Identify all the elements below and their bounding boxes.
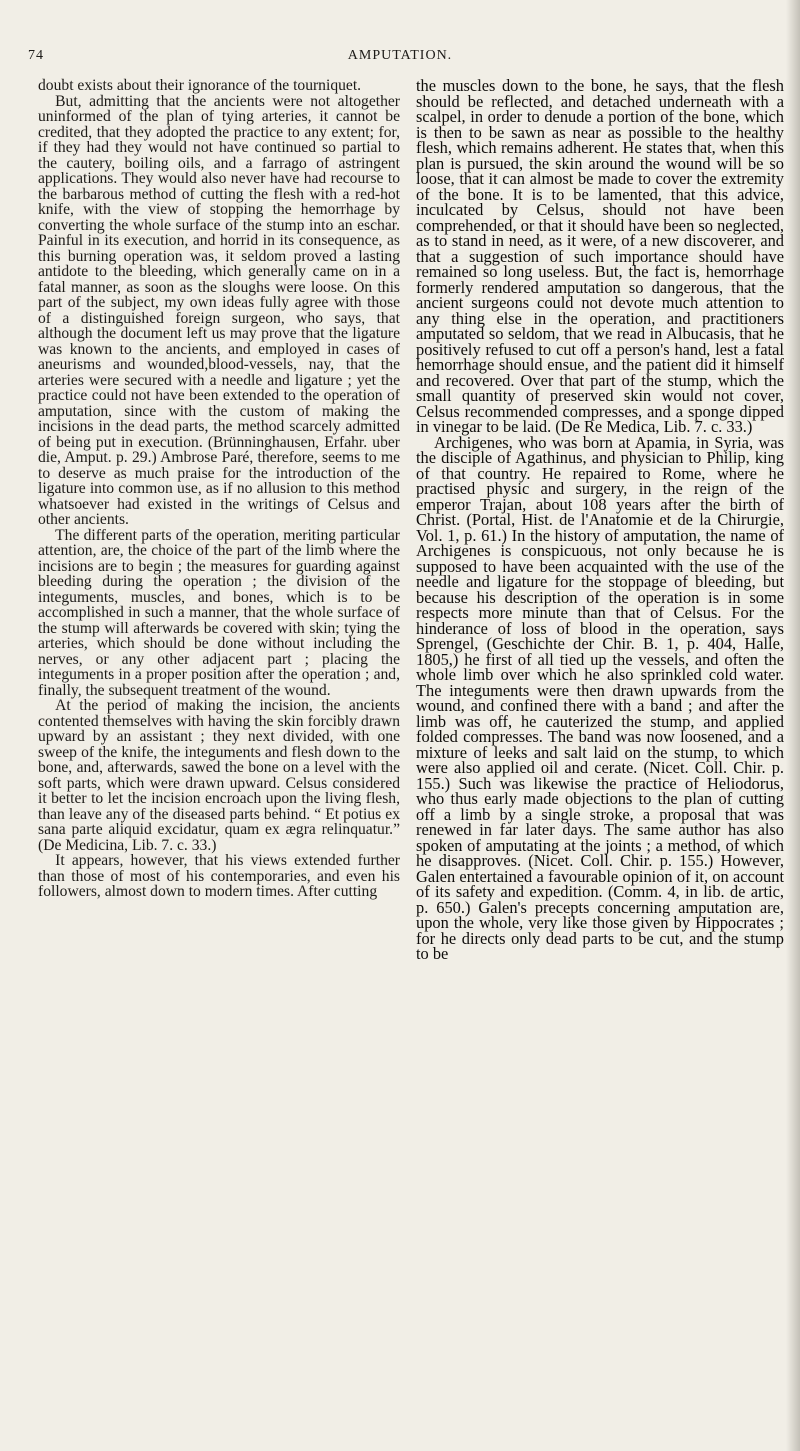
paragraph: It appears, however, that his views extended further than those of most of his contemporaries, and even his followers, almost down to modern times. After cutting [38,852,400,900]
paragraph: But, admitting that the ancients were not altogether uninformed of the plan of tying arteries, it cannot be credited, that they adopted the practice to any extent; for, if they had they would not have continued so partial to the cautery, boiling oils, and a farrago of astringent applications. They would also never have had recourse to the barbarous method of cutting the flesh with a red-hot knife, with the view of stopping the hemorrhage by converting the whole surface of the stump into an eschar. Painful in its execution, and horrid in its consequence, as this burning operation was, it seldom proved a lasting antidote to the bleeding, which generally came on in a fatal manner, as soon as the sloughs were loose. On this part of the subject, my own ideas fully agree with those of a distinguished foreign surgeon, who says, that although the document left us may prove that the ligature was known to the ancients, and employed in cases of aneurisms and wounded,blood-vessels, nay, that the arteries were secured with a needle and ligature ; yet the practice could not have been extended to the operation of amputation, since with the custom of making the incisions in the dead parts, the method scarcely admitted of being put in execution. (Brünninghausen, Erfahr. uber die, Amput. p. 29.) Ambrose Paré, therefore, seems to me to deserve as much praise for the introduction of the ligature into common use, as if no allusion to this method whatsoever had existed in the writings of Celsus and other ancients. [38,92,400,528]
paragraph: doubt exists about their ignorance of the tourniquet. [38,78,362,94]
right-text-column [416,78,784,1428]
paragraph: At the period of making the incision, the ancients contented themselves with having the skin forcibly drawn upward by an assistant ; they next divided, with one sweep of the knife, the integuments and flesh down to the bone, and, afterwards, sawed the bone on a level with the soft parts, which were drawn upward. Celsus considered it better to let the incision encroach upon the living flesh, than leave any of the diseased parts behind. “ Et potius ex sana parte aliquid excidatur, quam ex ægra relinquatur.” (De Medicina, Lib. 7. c. 33.) [38,697,400,854]
page-number: 74 [28,48,44,63]
paragraph: The different parts of the operation, meriting particular attention, are, the choice of the part of the limb where the incisions are to begin ; the measures for guarding against bleeding during the operation ; the division of the integuments, muscles, and bones, which is to be accomplished in such a manner, that the whole surface of the stump will afterwards be covered with skin; tying the arteries, which should be done without including the nerves, or any other adjacent part ; placing the integuments in a proper position after the operation ; and, finally, the subsequent treatment of the wound. [38,526,400,699]
running-head-title: AMPUTATION. [347,48,453,63]
paragraph: the muscles down to the bone, he says, that the flesh should be reflected, and detached underneath with a scalpel, in order to denude a portion of the bone, which is then to be sawn as near as possible to the healthy flesh, which remains adherent. He states that, when this plan is pursued, the skin around the wound will be so loose, that it can almost be made to cover the extremity of the bone. It is to be lamented, that this advice, inculcated by Celsus, should not have been comprehended, or that it should have been so neglected, as to stand in need, as it were, of a new discoverer, and that a suggestion of such importance should have remained so long useless. But, the fact is, hemorrhage formerly rendered amputation so dangerous, that the ancient surgeons could not devote much attention to any thing else in the operation, and practitioners amputated so seldom, that we read in Albucasis, that he positively refused to cut off a person's hand, lest a fatal hemorrhage should ensue, and the patient did it himself and recovered. Over that part of the stump, which the small quantity of preserved skin would not cover, Celsus recommended compresses, and a sponge dipped in vinegar to be laid. (De Re Medica, Lib. 7. c. 33.) [416,78,784,436]
left-text-column [38,78,400,1418]
page-edge-shadow [786,0,800,1451]
paragraph: Archigenes, who was born at Apamia, in Syria, was the disciple of Agathinus, and physician to Philip, king of that country. He repaired to Rome, where he practised physic and surgery, in the reign of the emperor Trajan, about 108 years after the birth of Christ. (Portal, Hist. de l'Anatomie et de la Chirurgie, Vol. 1, p. 61.) In the history of amputation, the name of Archigenes is conspicuous, not only because he is supposed to have been acquainted with the use of the needle and ligature for the stoppage of bleeding, but because his description of the operation is in some respects more minute than that of Celsus. For the hinderance of loss of blood in the operation, says Sprengel, (Geschichte der Chir. B. 1, p. 404, Halle, 1805,) he first of all tied up the vessels, and often the whole limb over which he also sprinkled cold water. The integuments were then drawn upwards from the wound, and confined there with a band ; and after the limb was off, he cauterized the stump, and applied folded compresses. The band was now loosened, and a mixture of leeks and salt laid on the stump, to which were also applied oil and cerate. (Nicet. Coll. Chir. p. 155.) Such was likewise the practice of Heliodorus, who thus early made objections to the plan of cutting off a limb by a single stroke, a proposal that was renewed in far later days. The same author has also spoken of amputating at the joints ; a method, of which he disapproves. (Nicet. Coll. Chir. p. 155.) However, Galen entertained a favourable opinion of it, on account of its safety and expedition. (Comm. 4, in lib. de artic, p. 650.) Galen's precepts concerning amputation are, upon the whole, very like those given by Hippocrates ; for he directs only dead parts to be cut, and the stump to be [416,432,784,963]
